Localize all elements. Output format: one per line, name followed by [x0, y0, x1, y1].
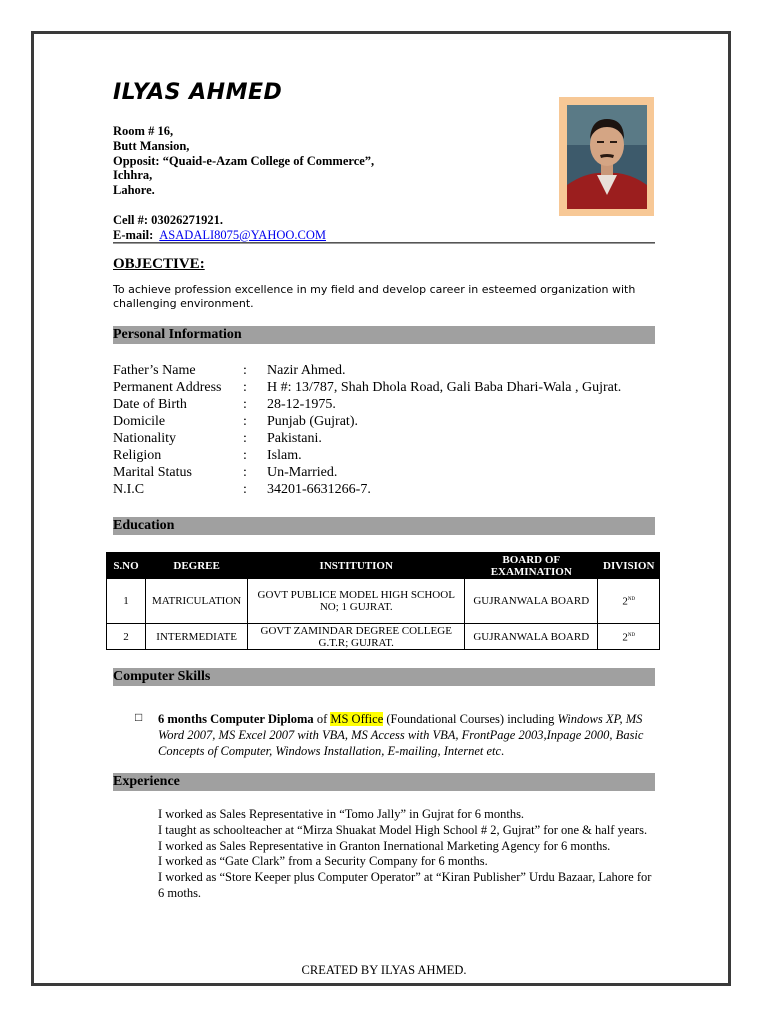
- info-value: 34201-6631266-7.: [267, 482, 371, 497]
- info-label: Date of Birth: [113, 397, 187, 412]
- column-header: BOARD OF EXAMINATION: [465, 553, 598, 579]
- header-divider: [113, 242, 655, 244]
- experience-heading: Experience: [113, 773, 655, 791]
- profile-photo: [567, 105, 647, 209]
- address-line: Butt Mansion,: [113, 138, 190, 153]
- info-value: H #: 13/787, Shah Dhola Road, Gali Baba Dhari-Wala , Gujrat.: [267, 380, 622, 395]
- experience-item: I worked as Sales Representative in “Tomo Jally” in Gujrat for 6 months.: [158, 807, 525, 821]
- computer-skills-heading: Computer Skills: [113, 668, 655, 686]
- email-link[interactable]: ASADALI8075@YAHOO.COM: [159, 227, 327, 242]
- cell-board: GUJRANWALA BOARD: [465, 579, 598, 624]
- skills-of: of: [313, 712, 331, 726]
- info-value: Pakistani.: [267, 431, 322, 446]
- info-row: [113, 447, 621, 464]
- cell-division: [598, 624, 660, 650]
- address-line: Room # 16,: [113, 124, 174, 138]
- education-heading: Education: [113, 517, 655, 535]
- cell-board: GUJRANWALA BOARD: [465, 624, 598, 650]
- table-row: [107, 624, 660, 650]
- skills-text: [158, 711, 658, 759]
- contact-block: [113, 213, 326, 243]
- info-colon: :: [243, 414, 247, 429]
- personal-info-list: [113, 362, 621, 498]
- skills-highlight: MS Office: [330, 712, 384, 726]
- cell-sno: 1: [107, 579, 146, 624]
- info-colon: :: [243, 397, 247, 412]
- info-row: [113, 430, 621, 447]
- candidate-name: ILYAS AHMED: [113, 80, 283, 105]
- info-row: [113, 413, 621, 430]
- info-value: Un-Married.: [267, 465, 338, 480]
- column-header: S.NO: [107, 553, 146, 579]
- address-line: Ichhra,: [113, 168, 153, 183]
- info-label: Domicile: [113, 414, 166, 429]
- address-line: Opposit: “Quaid-e-Azam College of Commerce”,: [113, 153, 375, 168]
- info-row: [113, 362, 621, 379]
- education-table: [106, 552, 660, 650]
- email-label: E-mail:: [113, 227, 154, 242]
- info-label: Religion: [113, 448, 162, 463]
- personal-info-heading: Personal Information: [113, 326, 655, 344]
- objective-text: To achieve profession excellence in my field and develop career in esteemed organization with challenging environment.: [113, 283, 636, 310]
- info-colon: :: [243, 448, 247, 463]
- experience-item: I worked as Sales Representative in Granton Inernational Marketing Agency for 6 months.: [158, 838, 611, 853]
- skills-middle: (Foundational Courses) including: [383, 712, 558, 726]
- cell-division: [598, 579, 660, 624]
- table-header-row: [107, 553, 660, 579]
- experience-list: [158, 807, 658, 902]
- info-value: Punjab (Gujrat).: [267, 414, 358, 429]
- skills-end: .: [501, 744, 505, 758]
- info-colon: :: [243, 482, 247, 497]
- cell-number: Cell #: 03026271921.: [113, 213, 224, 227]
- cell-sno: 2: [107, 624, 146, 650]
- column-header: INSTITUTION: [248, 553, 465, 579]
- info-row: [113, 379, 621, 396]
- division-value: 2: [622, 595, 628, 608]
- experience-item: I worked as “Store Keeper plus Computer Operator” at “Kiran Publisher” Urdu Bazaar, Lahore for 6 moths.: [158, 870, 652, 900]
- info-label: Permanent Address: [113, 380, 222, 395]
- address-block: [113, 124, 374, 198]
- table-row: [107, 579, 660, 624]
- footer-credit: CREATED BY ILYAS AHMED.: [301, 963, 467, 977]
- info-label: Nationality: [113, 431, 176, 446]
- division-value: 2: [622, 631, 628, 644]
- cell-institution: GOVT ZAMINDAR DEGREE COLLEGE G.T.R; GUJRAT.: [248, 624, 465, 650]
- address-line: Lahore.: [113, 183, 155, 198]
- cell-institution: GOVT PUBLICE MODEL HIGH SCHOOL NO; 1 GUJRAT.: [248, 579, 465, 624]
- experience-item: I worked as “Gate Clark” from a Security Company for 6 months.: [158, 854, 488, 869]
- info-value: Islam.: [267, 448, 302, 463]
- division-suffix: ND: [627, 597, 636, 603]
- division-suffix: ND: [627, 632, 636, 638]
- skills-bold: 6 months Computer Diploma: [158, 712, 314, 726]
- info-label: N.I.C: [113, 482, 145, 497]
- info-colon: :: [243, 465, 247, 480]
- column-header: DIVISION: [598, 553, 660, 579]
- info-value: Nazir Ahmed.: [267, 363, 346, 378]
- objective-title: OBJECTIVE:: [113, 256, 205, 272]
- info-label: Marital Status: [113, 465, 192, 480]
- bullet-icon: □: [135, 710, 143, 724]
- cell-degree: INTERMEDIATE: [146, 624, 248, 650]
- info-row: [113, 481, 621, 498]
- skills-italic: Windows XP, MS Word 2007, MS Excel 2007 with VBA, MS Access with VBA, FrontPage 2003,Inpage 2000, Basic Concepts of Computer, Windows Installation, E-mailing, Internet etc: [158, 712, 644, 758]
- column-header: DEGREE: [146, 553, 248, 579]
- info-label: Father’s Name: [113, 363, 196, 378]
- info-colon: :: [243, 431, 247, 446]
- info-value: 28-12-1975.: [267, 397, 336, 412]
- experience-item: I taught as schoolteacher at “Mirza Shuakat Model High School # 2, Gujrat” for one & half years.: [158, 822, 648, 837]
- info-colon: :: [243, 363, 247, 378]
- cell-degree: MATRICULATION: [146, 579, 248, 624]
- info-row: [113, 464, 621, 481]
- info-row: [113, 396, 621, 413]
- profile-photo-frame: [559, 97, 654, 216]
- info-colon: :: [243, 380, 247, 395]
